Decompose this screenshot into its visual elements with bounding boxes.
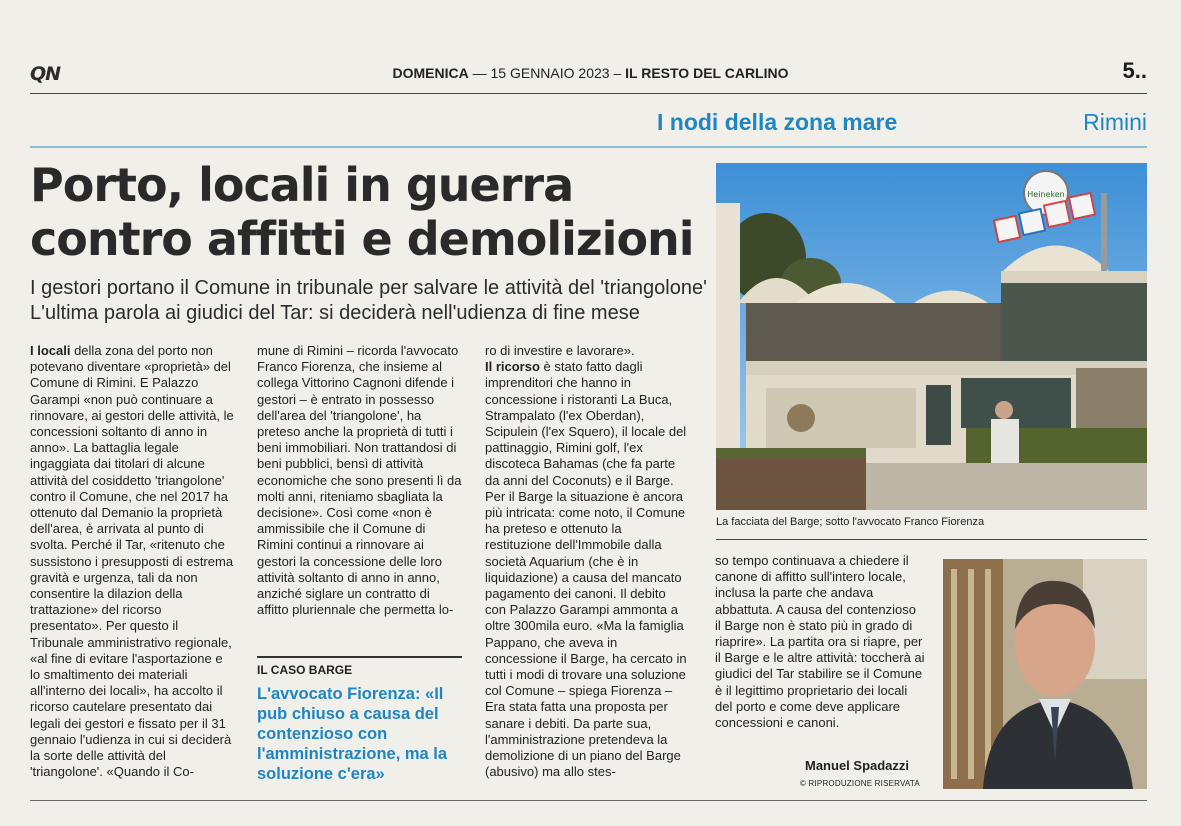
newspaper-logo: QN — [30, 63, 61, 85]
lawyer-portrait-illustration — [943, 559, 1147, 789]
heineken-sign: Heineken — [1027, 190, 1065, 199]
barge-facade-photo — [716, 163, 1147, 510]
body-text: è stato fatto dagli imprenditori che hanno in concessione i ristoranti La Buca, Strampalato (l'ex Oberdan), Scipulein (l'ex Squero), il locale del pattinaggio, Rimini golf, l'ex discoteca Bahamas (che fa parte da anni del Coconuts) e il Barge. Per il Barge la situazione è ancora più intricata: come noto, il Comune ha preteso e ottenuto la restituzione dell'Immobile dalla società Aquarium (che è in liquidazione) a causa del mancato pagamento dei canoni. Il debito con Palazzo Garampi ammonta a oltre 300mila euro. «Ma la famiglia Pappano, che aveva in concessione il Barge, ha cercato in tutti i modi di trovare una soluzione col Comune – spiega Fiorenza – Era stata fatta una proposta per sanare i debiti. Da parte sua, l'amministrazione pretendeva la demolizione di un piano del Barge (abusivo) ma allo stes- — [485, 359, 687, 780]
body-text: ro di investire e lavorare». — [485, 343, 635, 358]
dateline-separator: – — [613, 65, 626, 81]
subheadline — [30, 276, 710, 326]
article-column-1 — [30, 343, 235, 780]
section-title: I nodi della zona mare — [657, 109, 898, 135]
body-text: mune di Rimini – ricorda l'avvocato Franco Fiorenza, che insieme al collega Vittorino Cagnoni difende i gestori – è entrato in possesso dell'area del 'triangolone', ha preteso anche la proprietà di tutti i beni immobiliari. Non trattandosi di beni pubblici, bensì di attività economiche che sono presenti lì da molti anni, riteniamo sbagliata la decisione». Così come «non è ammissibile che il Comune di Rimini continui a rinnovare ai gestori la concessione delle loro attività soltanto di anno in anno, anziché siglare un contratto di affitto pluriennale che permetta lo- — [257, 343, 462, 618]
lawyer-portrait-photo — [943, 559, 1147, 789]
dateline-separator: — — [472, 65, 491, 81]
section-bar — [0, 103, 1181, 143]
section-rule — [30, 146, 1147, 148]
article-column-4 — [715, 553, 925, 731]
subhead-line-2: L'ultima parola ai giudici del Tar: si deciderà nell'udienza di fine mese — [30, 302, 640, 324]
byline: Manuel Spadazzi — [805, 758, 910, 773]
bottom-rule — [30, 800, 1147, 801]
headline-line-2: contro affitti e demolizioni — [30, 212, 694, 266]
barge-facade-illustration — [716, 163, 1147, 510]
box-quote: L'avvocato Fiorenza: «Il pub chiuso a causa del contenzioso con l'amministrazione, ma la soluzione c'era» — [257, 685, 448, 783]
article-column-2 — [257, 343, 462, 618]
body-text: so tempo continuava a chiedere il canone di affitto sull'intero locale, inclusa la parte che andava abbattuta. A causa del contenzioso il Barge non è stato più in grado di riaprire». La partita ora si riapre, per il Barge e le altre attività: toccherà ai giudici del Tar stabilire se il Comune è il legittimo proprietario dei locali del porto e come deve applicare concessioni e canoni. — [715, 553, 925, 731]
dateline-date: 15 GENNAIO 2023 — [490, 65, 610, 81]
top-rule — [30, 93, 1147, 94]
box-rule — [257, 656, 462, 658]
article-column-3 — [485, 343, 690, 780]
headline-line-1: Porto, locali in guerra — [30, 158, 574, 212]
lead-in: I locali — [30, 343, 71, 358]
caption-rule — [716, 539, 1147, 540]
dateline-paper: IL RESTO DEL CARLINO — [625, 65, 789, 81]
body-text: della zona del porto non potevano diventare «proprietà» del Comune di Rimini. E Palazzo Garampi «non può continuare a rinnovare, ai gestori delle attività, le concessioni soltanto di anno in anno». La battaglia legale ingaggiata dai titolari di alcune attività del cosiddetto 'triangolone' contro il Comune, che nel 2017 ha ottenuto dal Demanio la proprietà dell'area, è arrivata al punto di svolta. Perché il Tar, «ritenuto che sussistono i presupposti di estrema gravità e urgenza, tali da non consentire la dilazion della trattazione» del ricorso presentato». Per questo il Tribunale amministrativo regionale, «al fine di evitare l'asportazione e lo smaltimento dei materiali all'interno dei locali», ha accolto il ricorso cautelare presentato dai legali dei gestori e fissato per il 31 gennaio l'udienza in cui si deciderà la sorte delle attività del 'triangolone'. «Quando il Co- — [30, 343, 234, 780]
headline — [30, 158, 710, 266]
dateline — [0, 65, 1181, 81]
dateline-day: DOMENICA — [392, 65, 469, 81]
lead-in: Il ricorso — [485, 359, 540, 375]
masthead — [0, 55, 1181, 93]
photo-caption: La facciata del Barge; sotto l'avvocato Franco Fiorenza — [716, 516, 985, 528]
copyright-notice: © RIPRODUZIONE RISERVATA — [800, 779, 920, 788]
sidebar-box — [257, 656, 462, 784]
page-number: 5.. — [1122, 58, 1147, 83]
box-kicker: IL CASO BARGE — [257, 663, 353, 677]
section-city: Rimini — [1083, 109, 1147, 135]
subhead-line-1: I gestori portano il Comune in tribunale per salvare le attività del 'triangolone' — [30, 277, 707, 299]
